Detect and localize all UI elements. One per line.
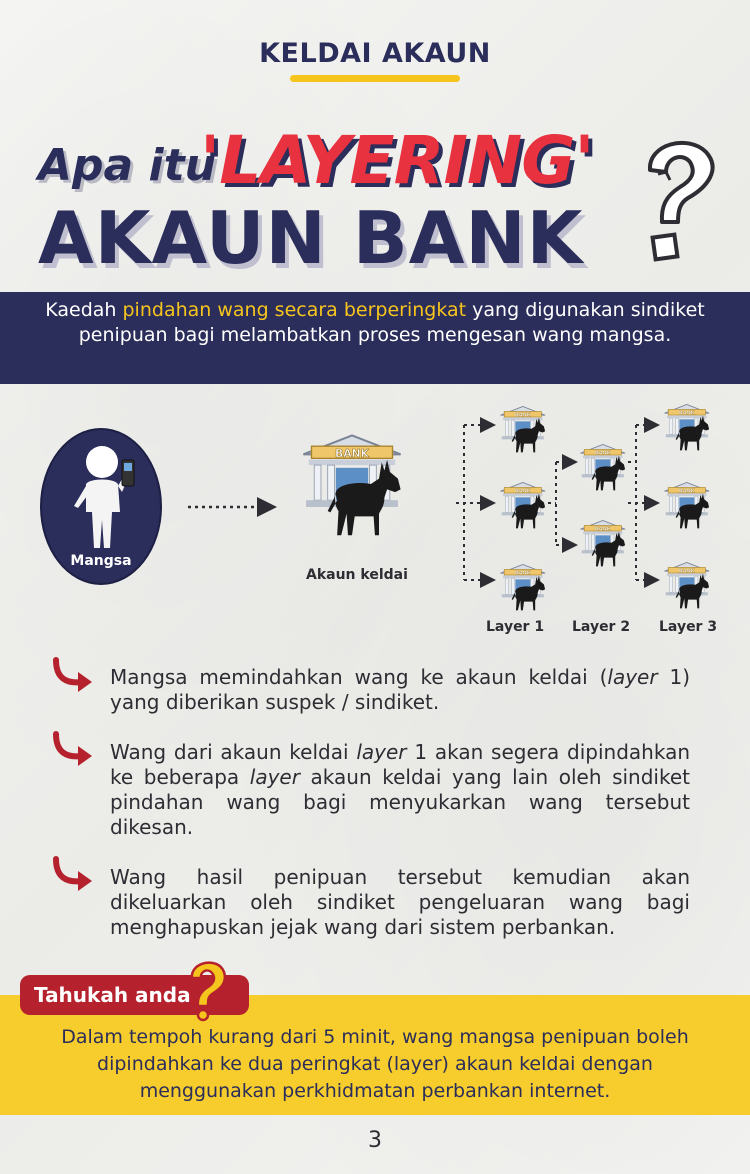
bullet-1-text-italic: layer (607, 665, 658, 689)
layer3-bank-bottom (664, 562, 709, 608)
layer-label-1: Layer 1 (486, 619, 545, 635)
curved-arrow-icon (50, 730, 96, 768)
mule-bank-icon (303, 435, 400, 535)
title-main: AKAUN BANK (38, 196, 584, 280)
section-kicker: KELDAI AKAUN (259, 38, 491, 69)
bullet-1 (110, 665, 690, 715)
bullet-2-text-a: Wang dari akaun keldai (110, 740, 357, 764)
bullet-3 (110, 865, 690, 940)
bullet-1-text-a: Mangsa memindahkan wang ke akaun keldai ( (110, 665, 608, 689)
title-prefix: Apa itu (38, 140, 216, 191)
curved-arrow-icon (50, 855, 96, 893)
layer-label-3: Layer 3 (659, 619, 718, 635)
victim-label: Mangsa (70, 553, 132, 569)
bullet-2 (110, 740, 690, 840)
definition-highlight: pindahan wang secara berperingkat (122, 299, 467, 321)
definition-text-end: yang digunakan sindiket penipuan bagi melambatkan proses mengesan wang mangsa. (78, 299, 705, 346)
layer1-bank-top (500, 406, 545, 452)
bullet-2-text-italic-2: layer (249, 765, 300, 789)
layer3-bank-top (664, 404, 709, 450)
layer2-bank-top (580, 444, 625, 490)
tip-text: Dalam tempoh kurang dari 5 minit, wang mangsa penipuan boleh dipindahkan ke dua peringkat (layer) akaun keldai dengan menggunakan perkhidmatan perbankan internet. (61, 1026, 689, 1102)
bullet-2-text-b: 1 akan segera dipindahkan ke beberapa (110, 740, 690, 789)
tip-heading: Tahukah anda (20, 975, 249, 1015)
mule-label: Akaun keldai (306, 567, 408, 583)
layer1-bank-bottom (500, 564, 545, 610)
definition-text-start: Kaedah (45, 299, 123, 321)
bullet-1-text-b: 1) yang diberikan suspek / sindiket. (110, 665, 690, 714)
question-mark-icon (182, 958, 230, 1022)
page-number: 3 (368, 1128, 382, 1153)
layer2-bank-bottom (580, 520, 625, 566)
layer-label-2: Layer 2 (572, 619, 631, 635)
layer1-bank-mid (500, 482, 545, 528)
layer3-bank-mid (664, 482, 709, 528)
curved-arrow-icon (50, 656, 96, 694)
bullet-2-text-c: akaun keldai yang lain oleh sindiket pindahan wang bagi menyukarkan wang tersebut dikesan. (110, 765, 690, 839)
bullet-2-text-italic-1: layer (356, 740, 407, 764)
title-highlight: 'LAYERING' (200, 122, 594, 199)
bullet-3-text: Wang hasil penipuan tersebut kemudian akan dikeluarkan oleh sindiket pengeluaran wang bagi menghapuskan jejak wang dari sistem perbankan. (110, 865, 690, 939)
